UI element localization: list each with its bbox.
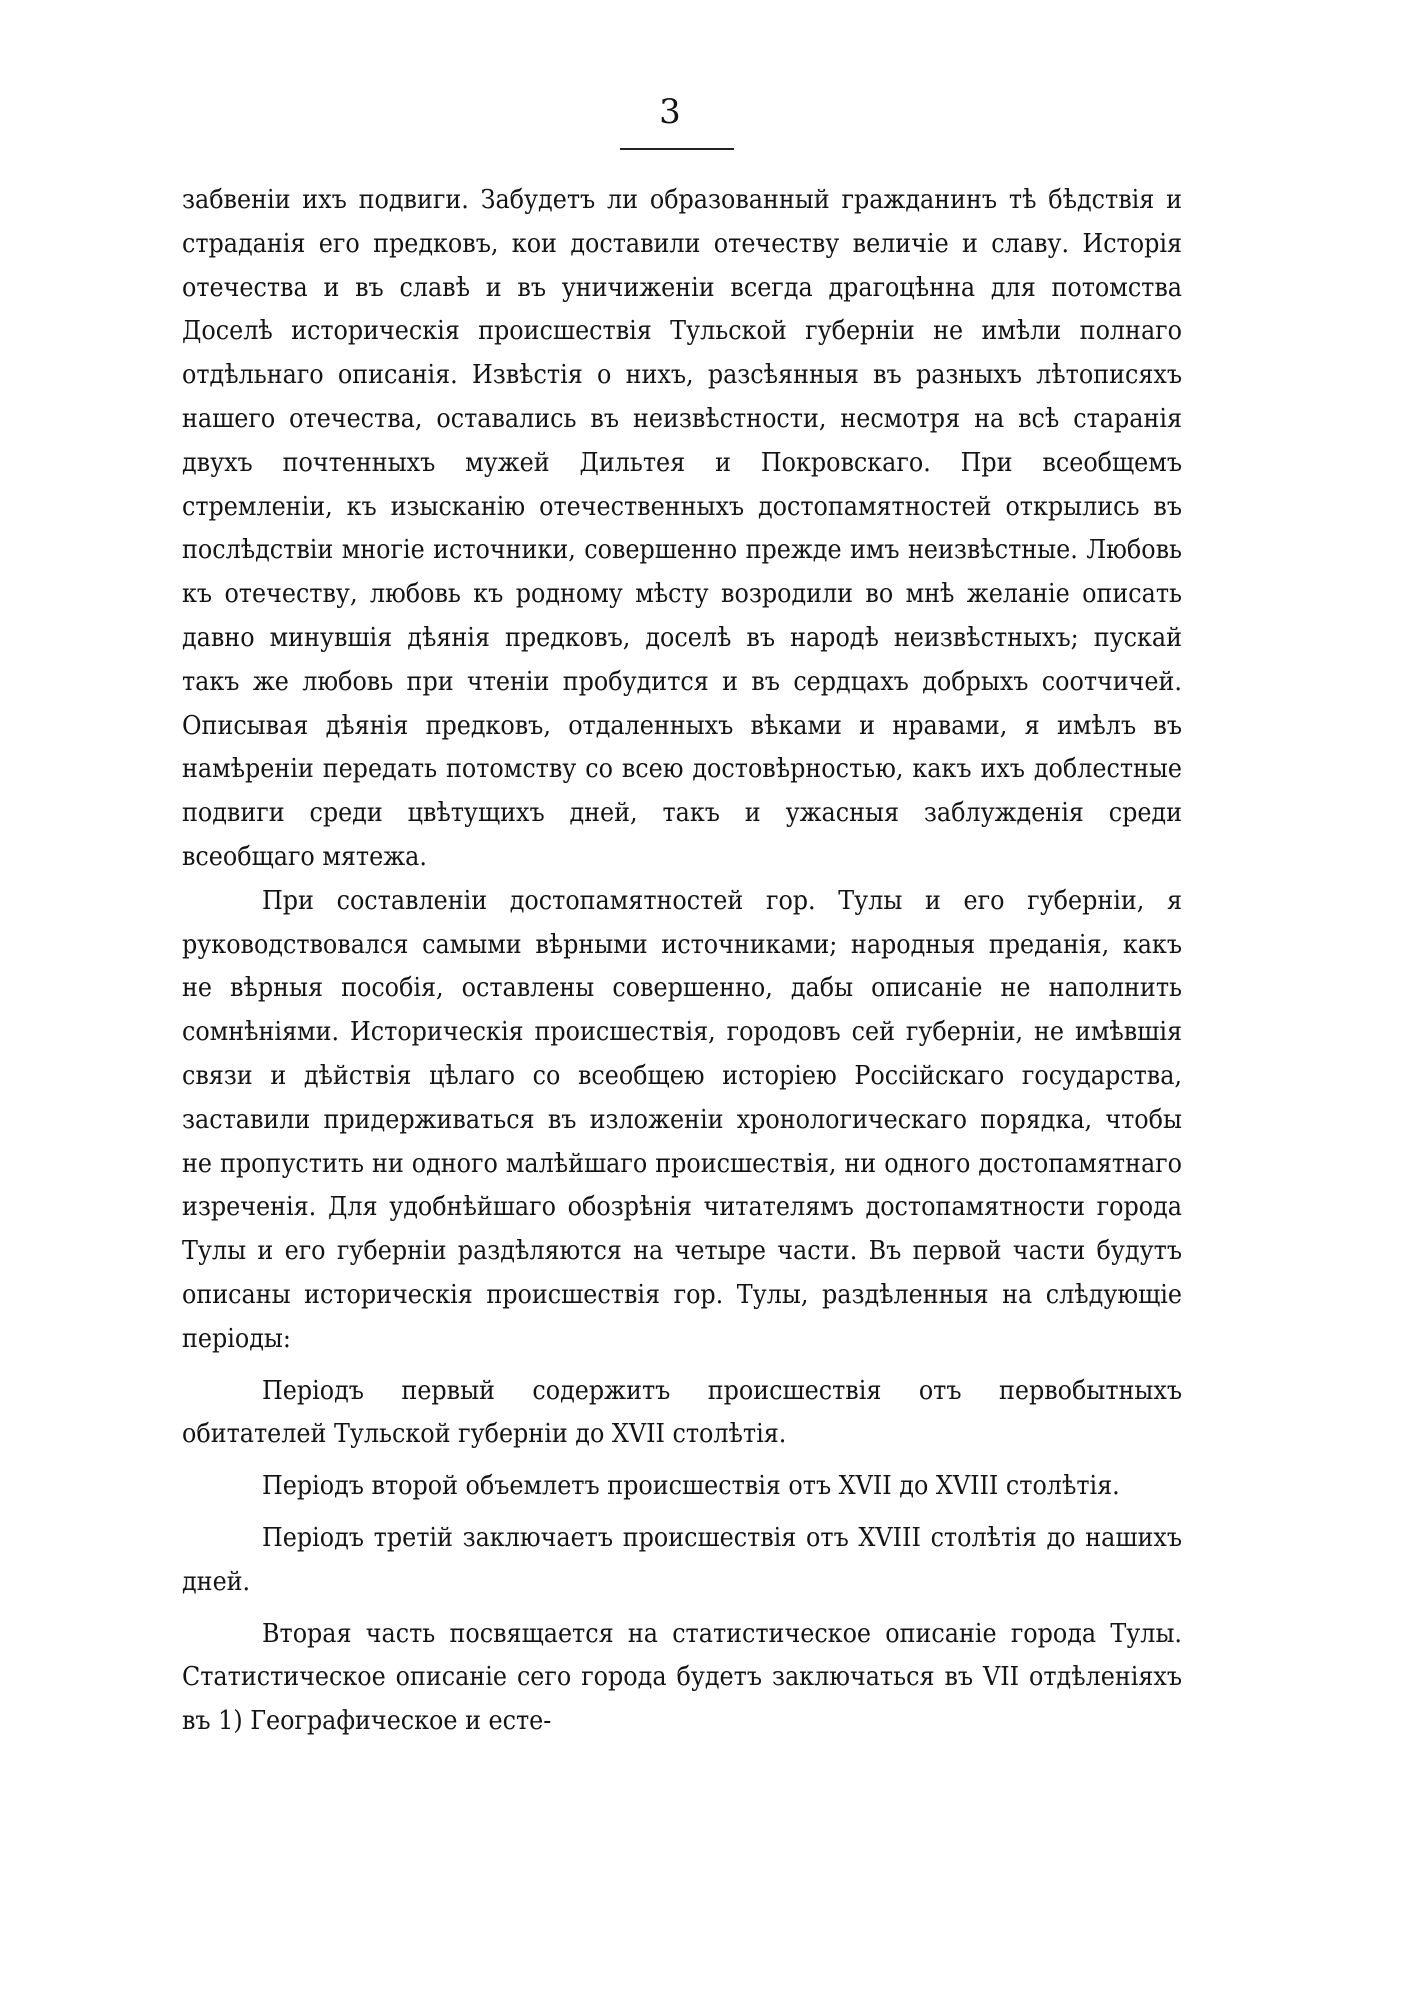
paragraph-period-second: Періодъ второй объемлетъ происшествія отъ XVII до XVIII столѣтія.	[262, 1470, 1120, 1502]
paragraph-period-third: Періодъ третій заключаетъ происшествія отъ XVIII столѣтія до нашихъ дней.	[182, 1521, 1182, 1597]
body-text	[182, 178, 1182, 1743]
paragraph-intro-continuation: забвеніи ихъ подвиги. Забудетъ ли образованный гражданинъ тѣ бѣдствія и страданія его предковъ, кои доставили отечеству величіе и славу. Исторія отечества и въ славѣ и въ уничиженіи всегда драгоцѣнна для потомства Доселѣ историческія происшествія Тульской губерніи не имѣли полнаго отдѣльнаго описанія. Извѣстія о нихъ, разсѣянныя въ разныхъ лѣтописяхъ нашего отечества, оставались въ неизвѣстности, несмотря на всѣ старанія двухъ почтенныхъ мужей Дильтея и Покровскаго. При всеобщемъ стремленіи, къ изысканію отечественныхъ достопамятностей открылись въ послѣдствіи многіе источники, совершенно прежде имъ неизвѣстные. Любовь къ отечеству, любовь къ родному мѣсту возродили во мнѣ желаніе описать давно минувшія дѣянія предковъ, доселѣ въ народѣ неизвѣстныхъ; пускай такъ же любовь при чтеніи пробудится и въ сердцахъ добрыхъ соотчичей. Описывая дѣянія предковъ, отдаленныхъ вѣками и нравами, я имѣлъ въ намѣреніи передать потомству со всею достовѣрностью, какъ ихъ доблестные подвиги среди цвѣтущихъ дней, такъ и ужасныя заблужденія среди всеобщаго мятежа.	[182, 184, 1182, 872]
paragraph-period-first: Періодъ первый содержитъ происшествія отъ первобытныхъ обитателей Тульской губерніи до XVII столѣтія.	[182, 1374, 1182, 1450]
header-rule	[620, 148, 734, 150]
page-number: 3	[659, 92, 681, 132]
paragraph-second-part: Вторая часть посвящается на статистическое описаніе города Тулы. Статистическое описаніе сего города будетъ заключаться въ VII отдѣленіяхъ въ 1) Географическое и есте-	[182, 1617, 1182, 1737]
paragraph-sources: При составленіи достопамятностей гор. Тулы и его губерніи, я руководствовался самыми вѣрными источниками; народныя преданія, какъ не вѣрныя пособія, оставлены совершенно, дабы описаніе не наполнить сомнѣніями. Историческія происшествія, городовъ сей губерніи, не имѣвшія связи и дѣйствія цѣлаго со всеобщею исторіею Россійскаго государства, заставили придерживаться въ изложеніи хронологическаго порядка, чтобы не пропустить ни одного малѣйшаго происшествія, ни одного достопамятнаго изреченія. Для удобнѣйшаго обозрѣнія читателямъ достопамятности города Тулы и его губерніи раздѣляются на четыре части. Въ первой части будутъ описаны историческія происшествія гор. Тулы, раздѣленныя на слѣдующіе періоды:	[182, 884, 1182, 1354]
